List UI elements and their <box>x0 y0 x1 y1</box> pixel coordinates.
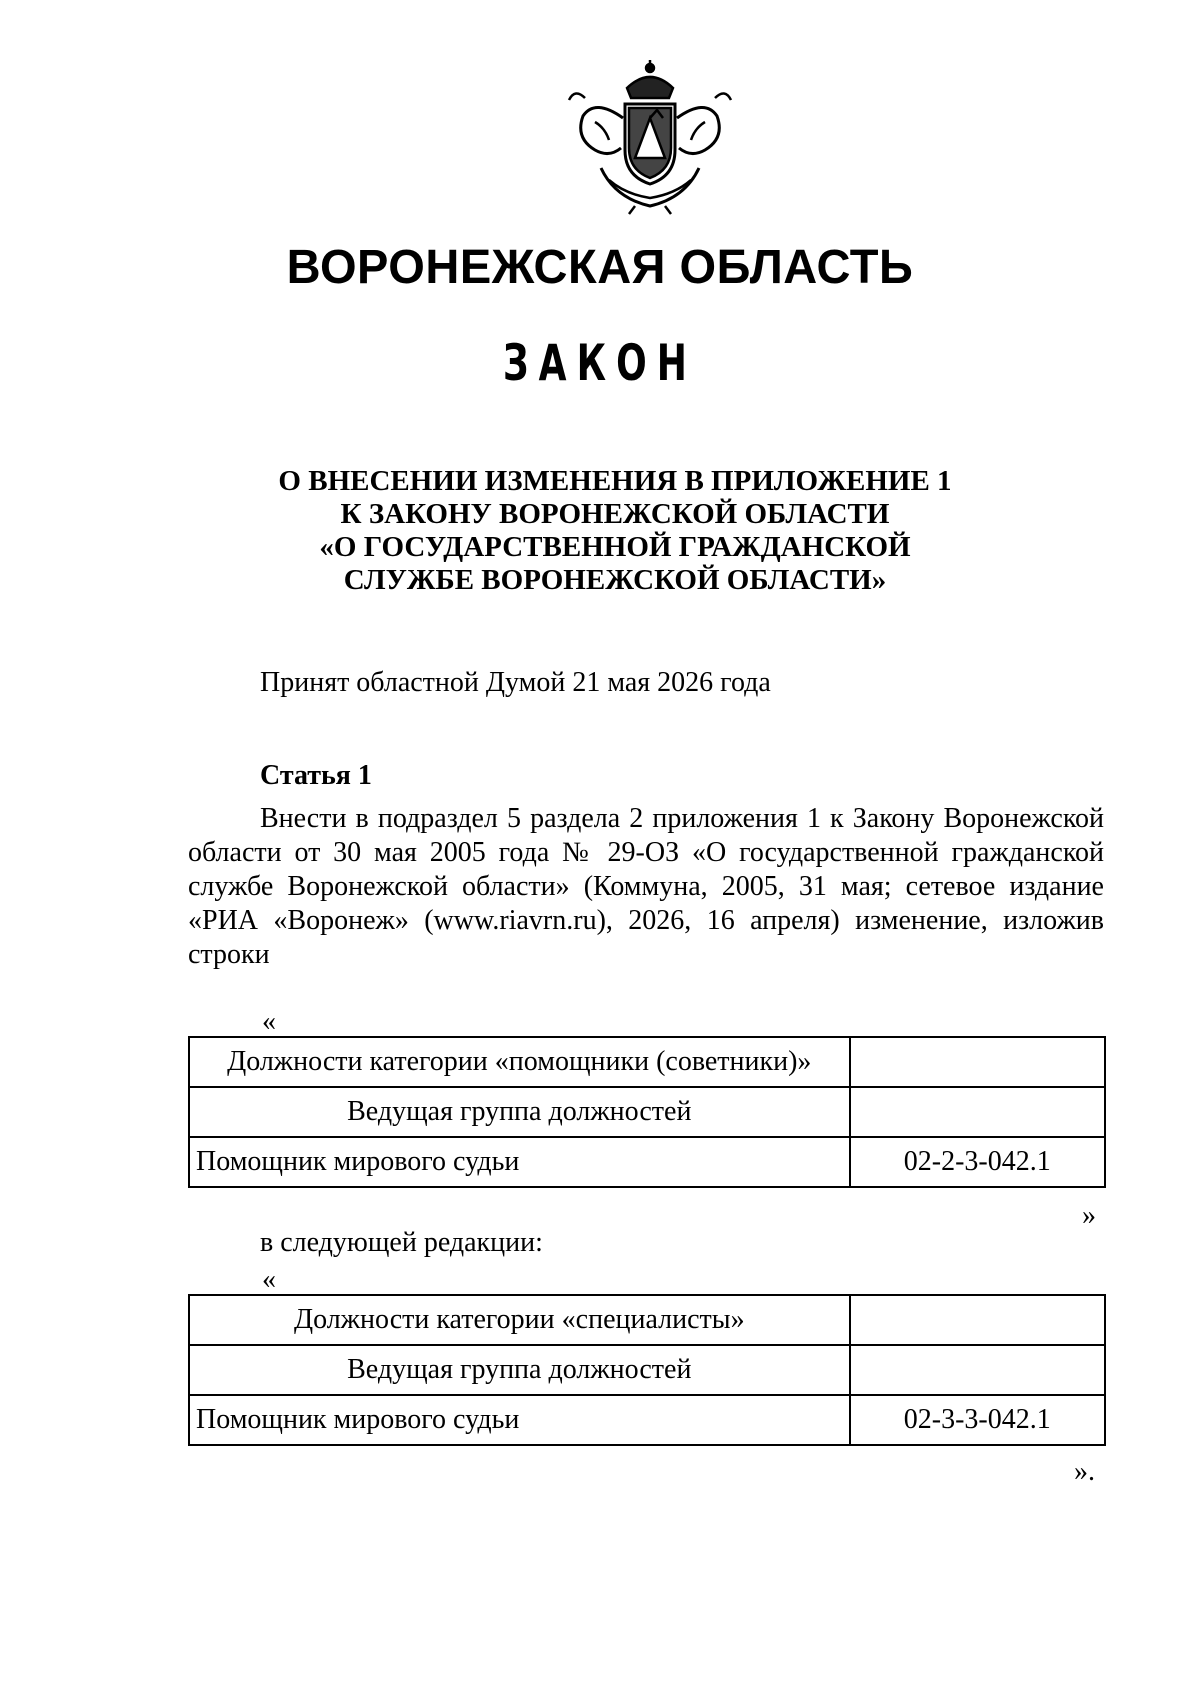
close-quote: » <box>1082 1200 1096 1231</box>
title-line: «О ГОСУДАРСТВЕННОЙ ГРАЖДАНСКОЙ <box>319 531 911 563</box>
title-line: К ЗАКОНУ ВОРОНЕЖСКОЙ ОБЛАСТИ <box>340 498 890 530</box>
close-quote-final: ». <box>1074 1456 1095 1487</box>
table-row <box>189 1345 1105 1395</box>
table-cell: 02-3-3-042.1 <box>850 1395 1105 1445</box>
article-heading: Статья 1 <box>260 760 372 791</box>
table-cell: Помощник мирового судьи <box>189 1395 850 1445</box>
transition-text: в следующей редакции: <box>260 1227 543 1258</box>
table-cell <box>850 1037 1105 1087</box>
region-heading: ВОРОНЕЖСКАЯ ОБЛАСТЬ <box>286 241 914 294</box>
table-cell: Ведущая группа должностей <box>189 1345 850 1395</box>
table-cell: Помощник мирового судьи <box>189 1137 850 1187</box>
table-cell: Должности категории «помощники (советники)» <box>189 1037 850 1087</box>
table-row <box>189 1395 1105 1445</box>
title-line: СЛУЖБЕ ВОРОНЕЖСКОЙ ОБЛАСТИ» <box>343 564 887 596</box>
table-cell <box>850 1345 1105 1395</box>
document-type-heading: ЗАКОН <box>502 334 697 392</box>
table-cell: Ведущая группа должностей <box>189 1087 850 1137</box>
table-cell: Должности категории «специалисты» <box>189 1295 850 1345</box>
law-title <box>250 465 980 597</box>
old-rows-table <box>188 1036 1106 1188</box>
table-cell <box>850 1087 1105 1137</box>
adoption-line: Принят областной Думой 21 мая 2026 года <box>260 667 771 698</box>
open-quote: « <box>262 1264 276 1295</box>
table-row <box>189 1295 1105 1345</box>
table-row <box>189 1137 1105 1187</box>
table-cell: 02-2-3-042.1 <box>850 1137 1105 1187</box>
new-rows-table <box>188 1294 1106 1446</box>
article-text: Внести в подраздел 5 раздела 2 приложения 1 к Закону Воронежской области от 30 мая 2005 года № 29-ОЗ «О государственной гражданской службе Воронежской области» (Коммуна, 2005, 31 мая; сетевое издание «РИА «Воронеж» (www.riavrn.ru), 2026, 16 апреля) изменение, изложив строки <box>188 803 1104 970</box>
voronezh-coat-of-arms-icon <box>565 58 735 216</box>
title-line: О ВНЕСЕНИИ ИЗМЕНЕНИЯ В ПРИЛОЖЕНИЕ 1 <box>278 465 952 497</box>
table-row <box>189 1087 1105 1137</box>
table-row <box>189 1037 1105 1087</box>
table-cell <box>850 1295 1105 1345</box>
open-quote: « <box>262 1006 276 1037</box>
